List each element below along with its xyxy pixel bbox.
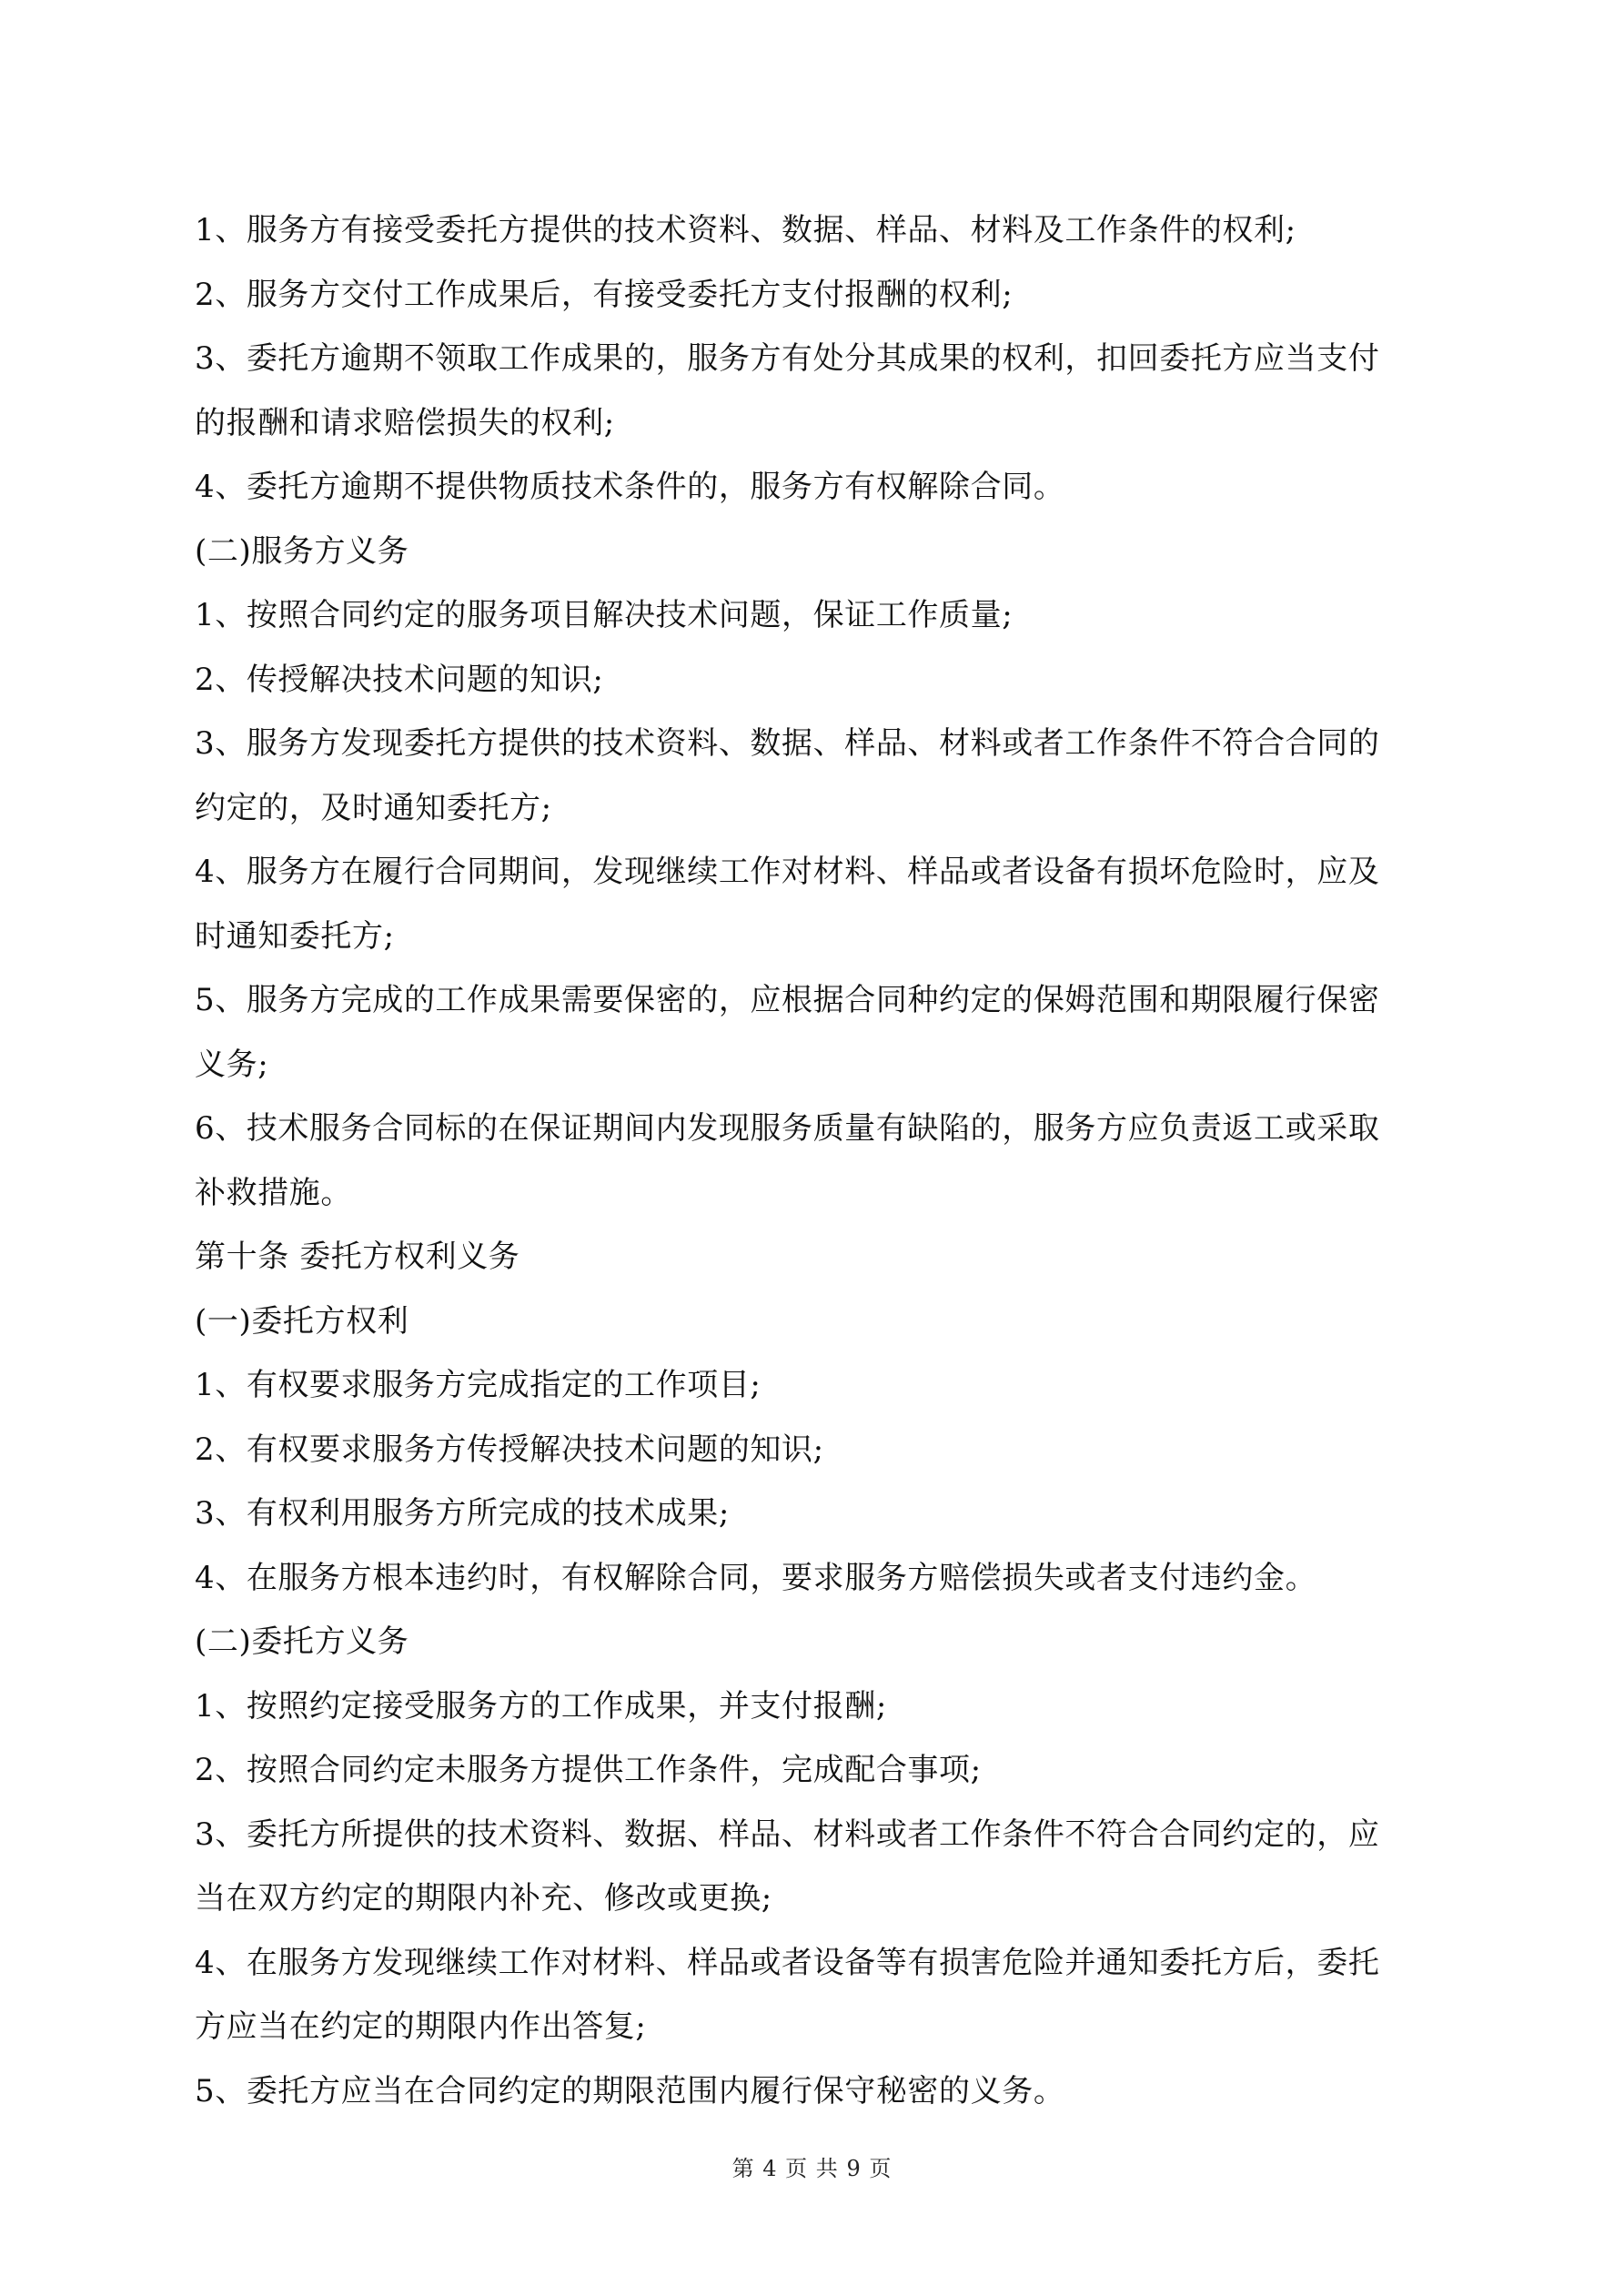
text-line: 2、服务方交付工作成果后，有接受委托方支付报酬的权利;	[195, 276, 1014, 313]
text-line: 4、在服务方发现继续工作对材料、样品或者设备等有损害危险并通知委托方后，委托	[195, 1944, 1380, 1981]
text-line: 4、服务方在履行合同期间，发现继续工作对材料、样品或者设备有损坏危险时，应及	[195, 854, 1380, 890]
text-line: 4、委托方逾期不提供物质技术条件的，服务方有权解除合同。	[195, 469, 1065, 505]
text-line: 2、有权要求服务方传授解决技术问题的知识;	[195, 1431, 824, 1468]
text-line: 的报酬和请求赔偿损失的权利;	[195, 404, 615, 441]
page-footer: 第 4 页 共 9 页	[731, 2156, 893, 2181]
text-line: 2、按照合同约定未服务方提供工作条件，完成配合事项;	[195, 1752, 982, 1788]
document-body	[195, 198, 1441, 2123]
text-line: 1、服务方有接受委托方提供的技术资料、数据、样品、材料及工作条件的权利;	[195, 212, 1296, 248]
text-line: 5、服务方完成的工作成果需要保密的，应根据合同种约定的保姆范围和期限履行保密	[195, 982, 1380, 1018]
text-line: 3、有权利用服务方所完成的技术成果;	[195, 1495, 730, 1532]
section-heading: (二)服务方义务	[195, 532, 409, 570]
section-heading: (一)委托方权利	[195, 1302, 409, 1340]
text-line: 6、技术服务合同标的在保证期间内发现服务质量有缺陷的，服务方应负责返工或采取	[195, 1110, 1380, 1147]
text-line: 方应当在约定的期限内作出答复;	[195, 2008, 647, 2045]
article-heading: 第十条 委托方权利义务	[195, 1239, 520, 1275]
text-line: 当在双方约定的期限内补充、修改或更换;	[195, 1880, 772, 1917]
text-line: 3、委托方逾期不领取工作成果的，服务方有处分其成果的权利，扣回委托方应当支付	[195, 340, 1380, 377]
text-line: 4、在服务方根本违约时，有权解除合同，要求服务方赔偿损失或者支付违约金。	[195, 1559, 1317, 1596]
text-line: 约定的，及时通知委托方;	[195, 789, 552, 826]
text-line: 3、服务方发现委托方提供的技术资料、数据、样品、材料或者工作条件不符合合同的	[195, 725, 1380, 762]
text-line: 2、传授解决技术问题的知识;	[195, 661, 604, 698]
text-line: 时通知委托方;	[195, 917, 395, 955]
text-line: 3、委托方所提供的技术资料、数据、样品、材料或者工作条件不符合合同约定的，应	[195, 1816, 1380, 1853]
text-line: 义务;	[195, 1046, 269, 1083]
text-line: 补救措施。	[195, 1174, 352, 1211]
text-line: 1、按照约定接受服务方的工作成果，并支付报酬;	[195, 1687, 887, 1725]
text-line: 5、委托方应当在合同约定的期限范围内履行保守秘密的义务。	[195, 2072, 1065, 2109]
text-line: 1、按照合同约定的服务项目解决技术问题，保证工作质量;	[195, 597, 1014, 633]
section-heading: (二)委托方义务	[195, 1623, 409, 1660]
text-line: 1、有权要求服务方完成指定的工作项目;	[195, 1367, 762, 1403]
